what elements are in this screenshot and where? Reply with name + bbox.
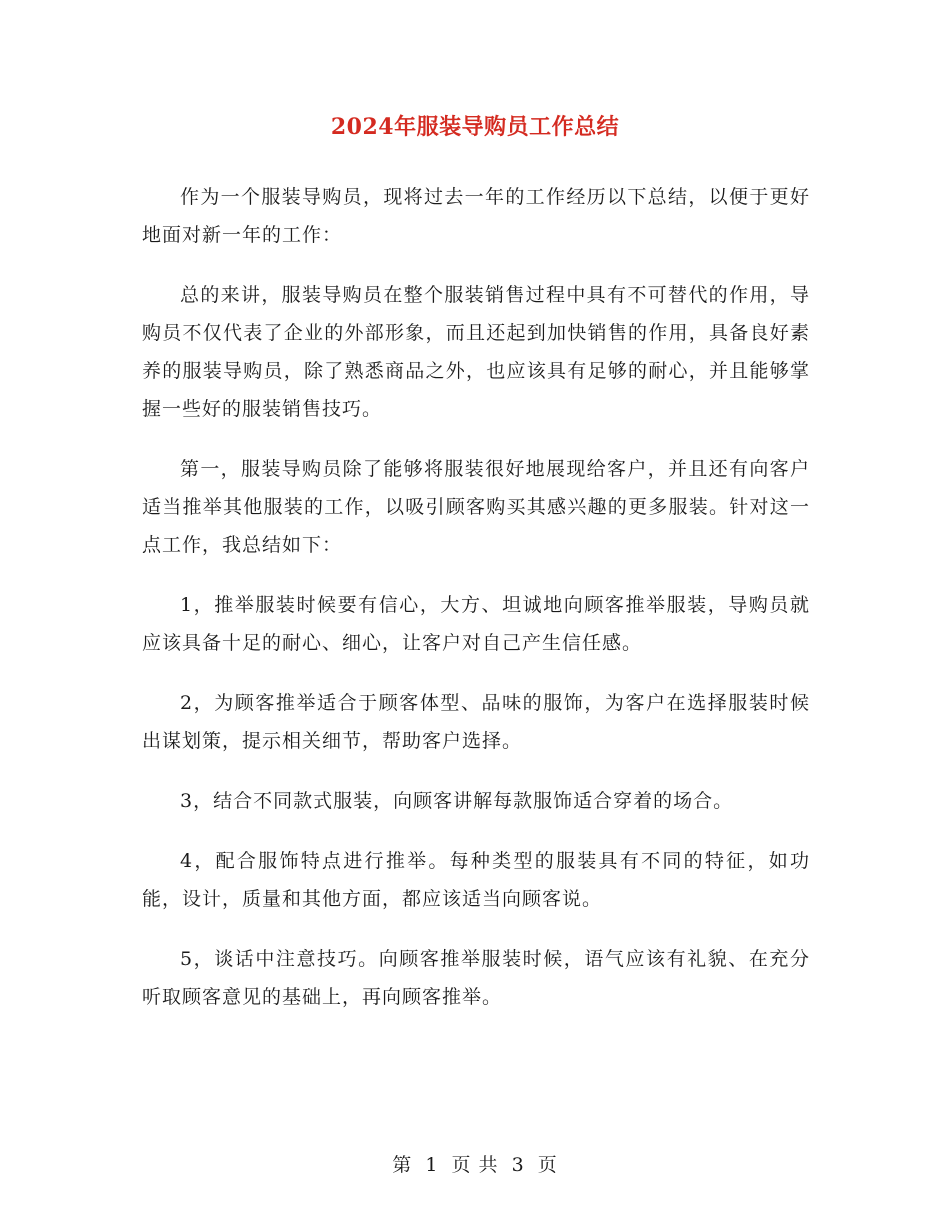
footer-total-pages: 3 [511, 1154, 525, 1176]
paragraph-intro: 作为一个服装导购员，现将过去一年的工作经历以下总结，以便于更好地面对新一年的工作： [142, 186, 810, 246]
paragraph-first-point: 第一，服装导购员除了能够将服装很好地展现给客户，并且还有向客户适当推举其他服装的工作，以吸引顾客购买其感兴趣的更多服装。针对这一点工作，我总结如下： [142, 458, 810, 556]
document-title: 2024年服装导购员工作总结 [330, 114, 620, 140]
footer-suffix: 页 [537, 1154, 558, 1176]
document-body [142, 178, 810, 1038]
list-item-1: 1，推举服装时候要有信心，大方、坦诚地向顾客推举服装，导购员就应该具备十足的耐心、细心，让客户对自己产生信任感。 [142, 594, 810, 654]
footer-middle: 页 共 [451, 1154, 499, 1176]
list-item-5: 5，谈话中注意技巧。向顾客推举服装时候，语气应该有礼貌、在充分听取顾客意见的基础上，再向顾客推举。 [142, 948, 810, 1008]
list-item-4: 4，配合服饰特点进行推举。每种类型的服装具有不同的特征，如功能，设计，质量和其他方面，都应该适当向顾客说。 [142, 850, 810, 910]
list-item-2: 2，为顾客推举适合于顾客体型、品味的服饰，为客户在选择服装时候出谋划策，提示相关细节，帮助客户选择。 [142, 692, 810, 752]
list-item-3: 3，结合不同款式服装，向顾客讲解每款服饰适合穿着的场合。 [180, 790, 734, 812]
page-footer [0, 1150, 950, 1177]
footer-prefix: 第 [392, 1154, 413, 1176]
footer-current-page: 1 [425, 1154, 439, 1176]
paragraph-overview: 总的来讲，服装导购员在整个服装销售过程中具有不可替代的作用，导购员不仅代表了企业的外部形象，而且还起到加快销售的作用，具备良好素养的服装导购员，除了熟悉商品之外，也应该具有足够的耐心，并且能够掌握一些好的服装销售技巧。 [142, 284, 810, 420]
